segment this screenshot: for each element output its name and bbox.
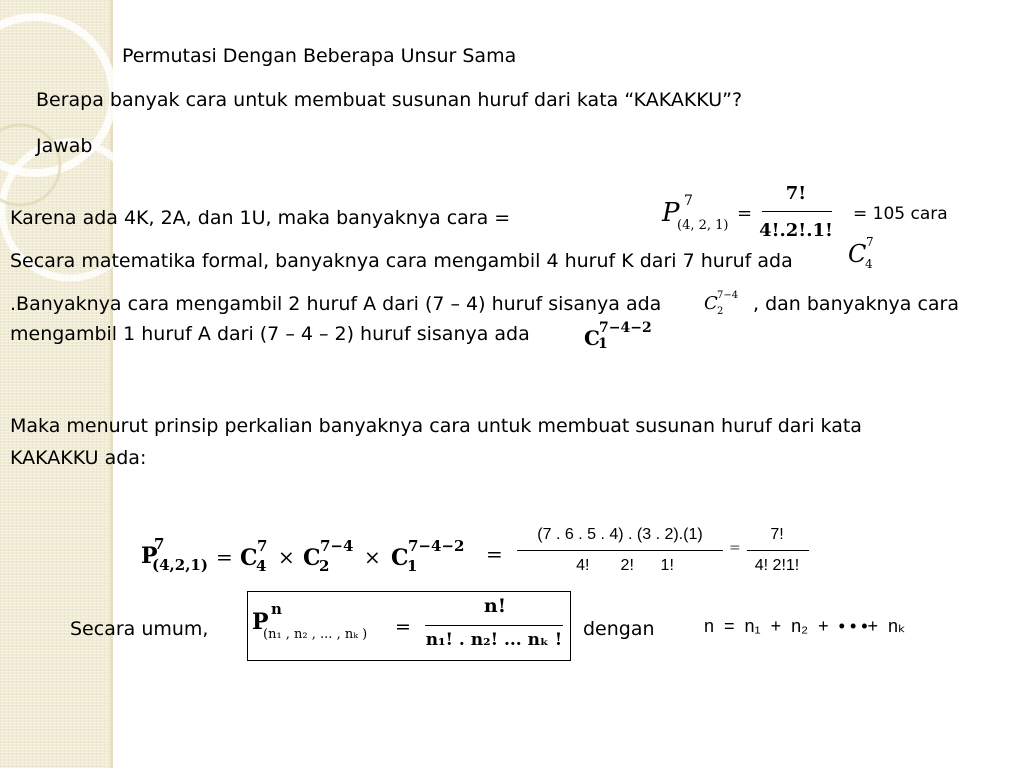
a-selection-text: .Banyaknya cara mengambil 2 huruf A dari (7 – 4) huruf sisanya ada — [10, 293, 662, 315]
conclusion-text: Maka menurut prinsip perkalian banyaknya cara untuk membuat susunan huruf dari kata — [10, 415, 862, 437]
formal-text: Secara matematika formal, banyaknya cara mengambil 4 huruf K dari 7 huruf ada — [10, 250, 793, 272]
a-selection-text-cont: , dan banyaknya cara — [753, 293, 960, 315]
answer-label: Jawab — [36, 135, 93, 157]
fraction-bar — [425, 625, 563, 626]
u-selection-text: mengambil 1 huruf A dari (7 – 4 – 2) huruf sisanya ada — [10, 323, 530, 345]
fraction-bar — [747, 550, 809, 551]
slide-title: Permutasi Dengan Beberapa Unsur Sama — [122, 45, 517, 67]
dengan-label: dengan — [583, 618, 655, 640]
question-text: Berapa banyak cara untuk membuat susunan huruf dari kata “KAKAKKU”? — [36, 89, 743, 111]
conclusion-text-cont: KAKAKKU ada: — [10, 447, 147, 469]
result-text: = 105 cara — [853, 204, 948, 224]
fraction-bar — [762, 211, 832, 212]
reason-text: Karena ada 4K, 2A, dan 1U, maka banyaknya cara = — [10, 207, 511, 229]
fraction-bar — [517, 550, 723, 551]
n-sum-expression: n = n₁ + n₂ + • • •+ nₖ — [704, 616, 906, 636]
general-label: Secara umum, — [70, 618, 209, 640]
